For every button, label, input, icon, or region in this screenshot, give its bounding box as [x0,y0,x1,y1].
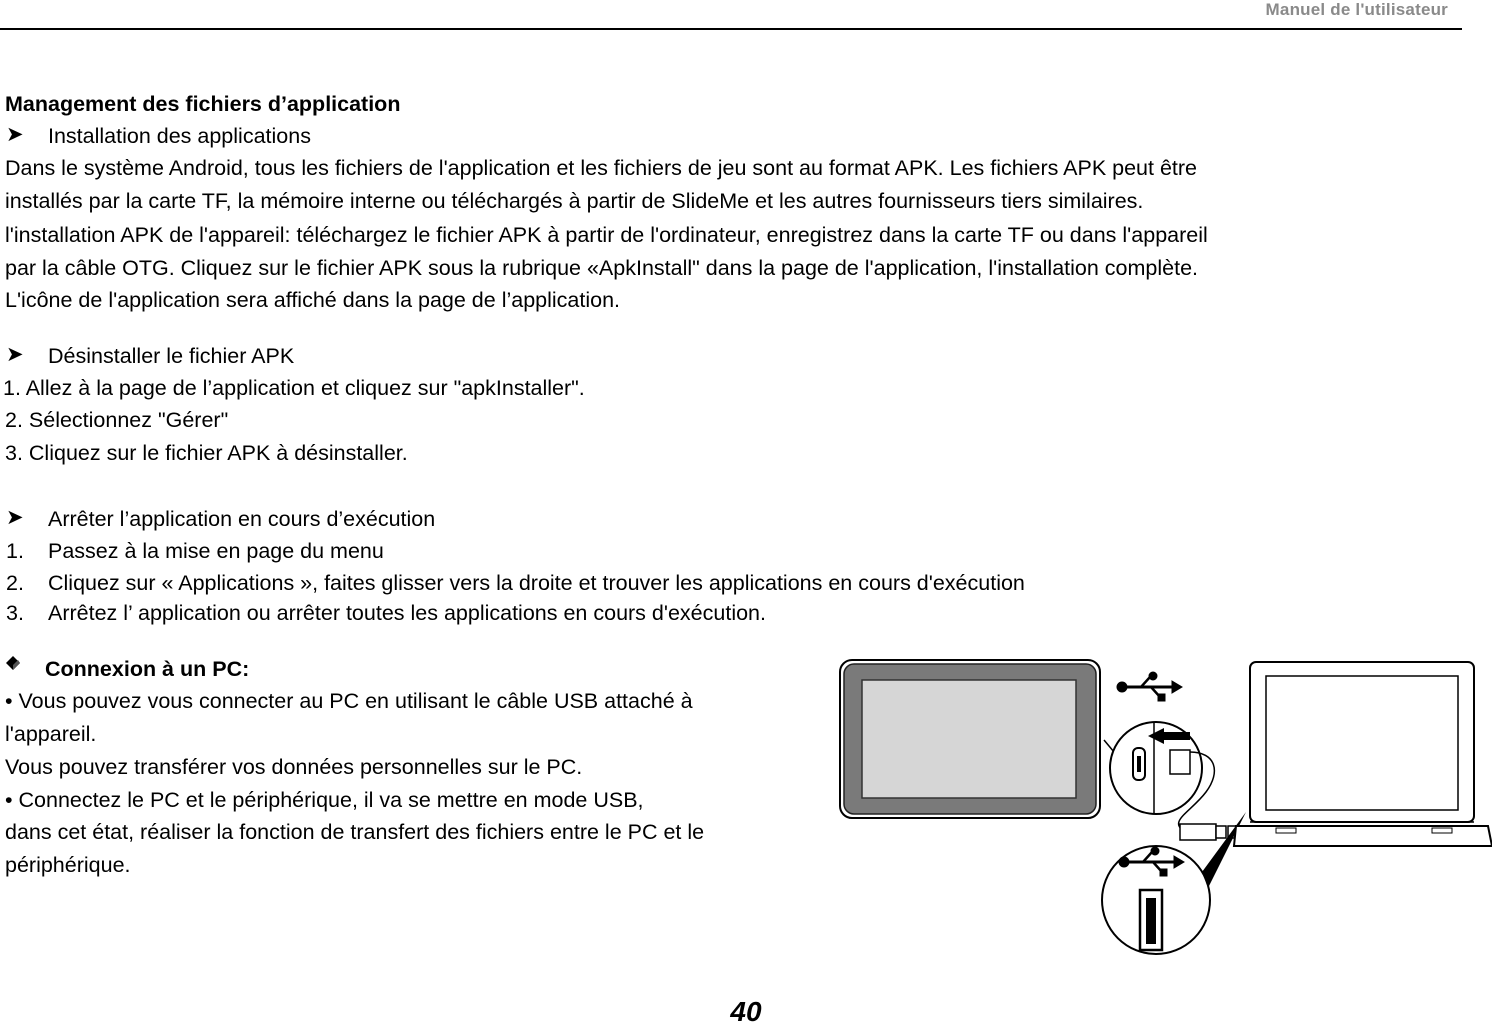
install-line: l'installation APK de l'appareil: téléchargez le fichier APK à partir de l'ordinateur, enregistrez dans la carte TF ou dans l'appareil [5,223,1208,247]
install-heading: Installation des applications [48,124,311,148]
install-line: installés par la carte TF, la mémoire interne ou téléchargés à partir de SlideMe et les autres fournisseurs tiers similaires. [5,189,1144,213]
tablet-illustration [840,660,1100,818]
pc-line: • Connectez le PC et le périphérique, il va se mettre en mode USB, [5,788,644,812]
arrow-bullet-icon: ➤ [6,506,24,529]
install-line: par la câble OTG. Cliquez sur le fichier APK sous la rubrique «ApkInstall" dans la page de l'application, l'installation complète. [5,256,1199,280]
diamond-bullet-icon [6,656,20,670]
arrow-bullet-icon: ➤ [6,123,24,146]
arrow-bullet-icon: ➤ [6,343,24,366]
micro-usb-port-callout [1104,722,1214,832]
header-divider [0,28,1462,30]
pc-line: dans cet état, réaliser la fonction de transfert des fichiers entre le PC et le [5,820,705,844]
page-number: 40 [730,996,762,1027]
uninstall-step: 1. Allez à la page de l’application et cliquez sur "apkInstaller". [3,376,585,400]
pc-line: • Vous pouvez vous connecter au PC en utilisant le câble USB attaché à [5,689,693,713]
pc-heading: Connexion à un PC: [45,657,250,681]
stop-heading: Arrêter l’application en cours d’exécution [48,507,436,531]
stop-step-number: 3. [6,601,24,625]
stop-step-text: Arrêtez l’ application ou arrêter toutes les applications en cours d'exécution. [48,601,766,625]
pc-line: l'appareil. [5,722,97,746]
section-title: Management des fichiers d’application [5,92,401,116]
usb-symbol-icon [1117,672,1182,701]
stop-step-text: Passez à la mise en page du menu [48,539,384,563]
uninstall-step: 2. Sélectionnez "Gérer" [5,408,229,432]
install-line: Dans le système Android, tous les fichiers de l'application et les fichiers de jeu sont au format APK. Les fichiers APK peut être [5,156,1198,180]
usb-connection-illustration [836,652,1492,962]
stop-step-text: Cliquez sur « Applications », faites glisser vers la droite et trouver les applications en cours d'exécution [48,571,1025,595]
uninstall-heading: Désinstaller le fichier APK [48,344,295,368]
uninstall-step: 3. Cliquez sur le fichier APK à désinstaller. [5,441,408,465]
header-title: Manuel de l'utilisateur [1265,0,1448,19]
pc-line: périphérique. [5,853,131,877]
laptop-illustration [1234,662,1492,846]
stop-step-number: 2. [6,571,24,595]
pc-line: Vous pouvez transférer vos données personnelles sur le PC. [5,755,583,779]
stop-step-number: 1. [6,539,24,563]
install-line: L'icône de l'application sera affiché dans la page de l’application. [5,288,621,312]
